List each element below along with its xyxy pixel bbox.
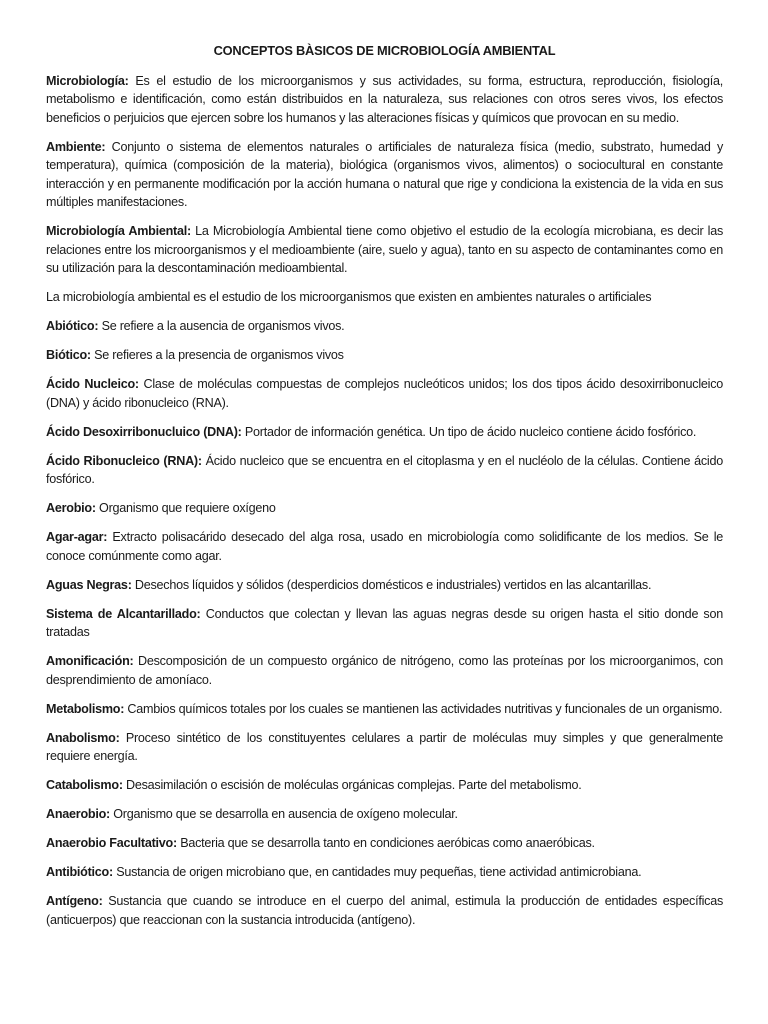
glossary-entry: [46, 805, 723, 824]
entry-definition: Proceso sintético de los constituyentes celulares a partir de moléculas muy simples y que generalmente requiere energía.: [46, 730, 723, 763]
entry-definition: Se refieres a la presencia de organismos vivos: [90, 348, 344, 362]
entry-definition: Cambios químicos totales por los cuales se mantienen las actividades nutritivas y funcionales de un organismo.: [124, 701, 723, 716]
entry-term: Ácido Desoxirribonucluico (DNA):: [46, 424, 242, 439]
glossary-entry: [46, 317, 723, 336]
entry-definition: Organismo que requiere oxígeno: [95, 501, 276, 515]
glossary-entry: [46, 288, 723, 307]
entry-definition: La Microbiología Ambiental tiene como objetivo el estudio de la ecología microbiana, es decir las relaciones entre los microorganismos y el medioambiente (aire, suelo y agua), tanto en su aspecto de contaminantes como en su utilización para la descontaminación medioambiental.: [46, 224, 723, 275]
entry-term: Anaerobio Facultativo:: [46, 836, 177, 850]
glossary-entry: [46, 452, 723, 489]
entry-definition: Desasimilación o escisión de moléculas orgánicas complejas. Parte del metabolismo.: [122, 778, 582, 792]
entry-definition: Ácido nucleico que se encuentra en el citoplasma y en el nucléolo de la células. Contiene ácido fosfórico.: [46, 453, 723, 486]
entry-term: Microbiología Ambiental:: [46, 224, 191, 238]
entry-term: Antibiótico:: [46, 865, 113, 879]
entry-definition: Conjunto o sistema de elementos naturales o artificiales de naturaleza física (medio, substrato, humedad y temperatura), química (composición de la materia), biológica (organismos vivos, alimentos) o sociocultural en constante interacción y en permanente modificación por la acción humana o natural que rige y condiciona la existencia de la vida en sus múltiples manifestaciones.: [46, 139, 723, 209]
glossary-entry: [46, 499, 723, 518]
glossary-entry: [46, 605, 723, 642]
entry-term: Sistema de Alcantarillado:: [46, 606, 201, 621]
entry-definition: Conductos que colectan y llevan las aguas negras desde su origen hasta el sitio donde son tratadas: [46, 606, 723, 639]
entry-definition: Sustancia que cuando se introduce en el cuerpo del animal, estimula la producción de entidades específicas (anticuerpos) que reaccionan con la sustancia introducida (antígeno).: [46, 894, 723, 927]
entry-term: Catabolismo:: [46, 778, 123, 792]
entry-term: Ácido Ribonucleico (RNA):: [46, 453, 202, 468]
entry-term: Ácido Nucleico:: [46, 377, 139, 391]
glossary-entry: [46, 652, 723, 689]
entry-definition: Es el estudio de los microorganismos y sus actividades, su forma, estructura, reproducción, fisiología, metabolismo e identificación, como están distribuidos en la naturaleza, sus relaciones con otros seres vivos, los efectos beneficios o perjuicios que ejercen sobre los humanos y las alteraciones físicas y químicos que provocan en su medio.: [46, 73, 723, 125]
entry-definition: Extracto polisacárido desecado del alga rosa, usado en microbiología como solidificante de los medios. Se le conoce comúnmente como agar.: [46, 530, 723, 563]
glossary-entry: [46, 528, 723, 565]
glossary-entry: [46, 892, 723, 929]
glossary-entry: [46, 138, 723, 212]
glossary-entry: [46, 423, 723, 442]
entry-term: Microbiología:: [46, 73, 129, 88]
glossary-entry: [46, 375, 723, 412]
entry-term: Ambiente:: [46, 139, 106, 154]
entry-term: Aguas Negras:: [46, 577, 132, 592]
entry-definition: La microbiología ambiental es el estudio de los microorganismos que existen en ambientes naturales o artificiales: [46, 290, 652, 304]
glossary-entry: [46, 576, 723, 595]
glossary-entry: [46, 729, 723, 766]
entry-term: Biótico:: [46, 348, 91, 362]
glossary-entry: [46, 700, 723, 719]
entry-definition: Bacteria que se desarrolla tanto en condiciones aeróbicas como anaeróbicas.: [176, 836, 595, 850]
document-page: [46, 42, 723, 940]
entry-term: Antígeno:: [46, 894, 103, 908]
entry-term: Agar-agar:: [46, 530, 108, 544]
entry-definition: Organismo que se desarrolla en ausencia de oxígeno molecular.: [109, 807, 458, 821]
glossary-entry: [46, 72, 723, 128]
entry-term: Aerobio:: [46, 501, 96, 515]
entry-definition: Clase de moléculas compuestas de complejos nucleóticos unidos; los dos tipos ácido desoxirribonucleico (DNA) y ácido ribonucleico (RNA).: [46, 377, 724, 410]
entry-term: Anaerobio:: [46, 807, 110, 821]
glossary-entry: [46, 834, 723, 853]
glossary-entry: [46, 346, 723, 365]
entry-term: Abiótico:: [46, 319, 99, 333]
entry-definition: Desechos líquidos y sólidos (desperdicios domésticos e industriales) vertidos en las alcantarillas.: [131, 577, 652, 592]
glossary-entry: [46, 863, 723, 882]
glossary-entry: [46, 222, 723, 278]
glossary-entry: [46, 776, 723, 795]
entry-definition: Se refiere a la ausencia de organismos vivos.: [98, 319, 345, 333]
entry-definition: Portador de información genética. Un tipo de ácido nucleico contiene ácido fosfórico.: [241, 424, 697, 439]
entry-definition: Sustancia de origen microbiano que, en cantidades muy pequeñas, tiene actividad antimicrobiana.: [112, 865, 642, 879]
entry-term: Amonificación:: [46, 654, 134, 668]
entry-term: Anabolismo:: [46, 730, 120, 745]
entry-definition: Descomposición de un compuesto orgánico de nitrógeno, como las proteínas por los microorganimos, con desprendimiento de amoníaco.: [46, 654, 723, 687]
document-title: CONCEPTOS BÀSICOS DE MICROBIOLOGÍA AMBIENTAL: [213, 43, 556, 58]
entry-term: Metabolismo:: [46, 701, 125, 716]
